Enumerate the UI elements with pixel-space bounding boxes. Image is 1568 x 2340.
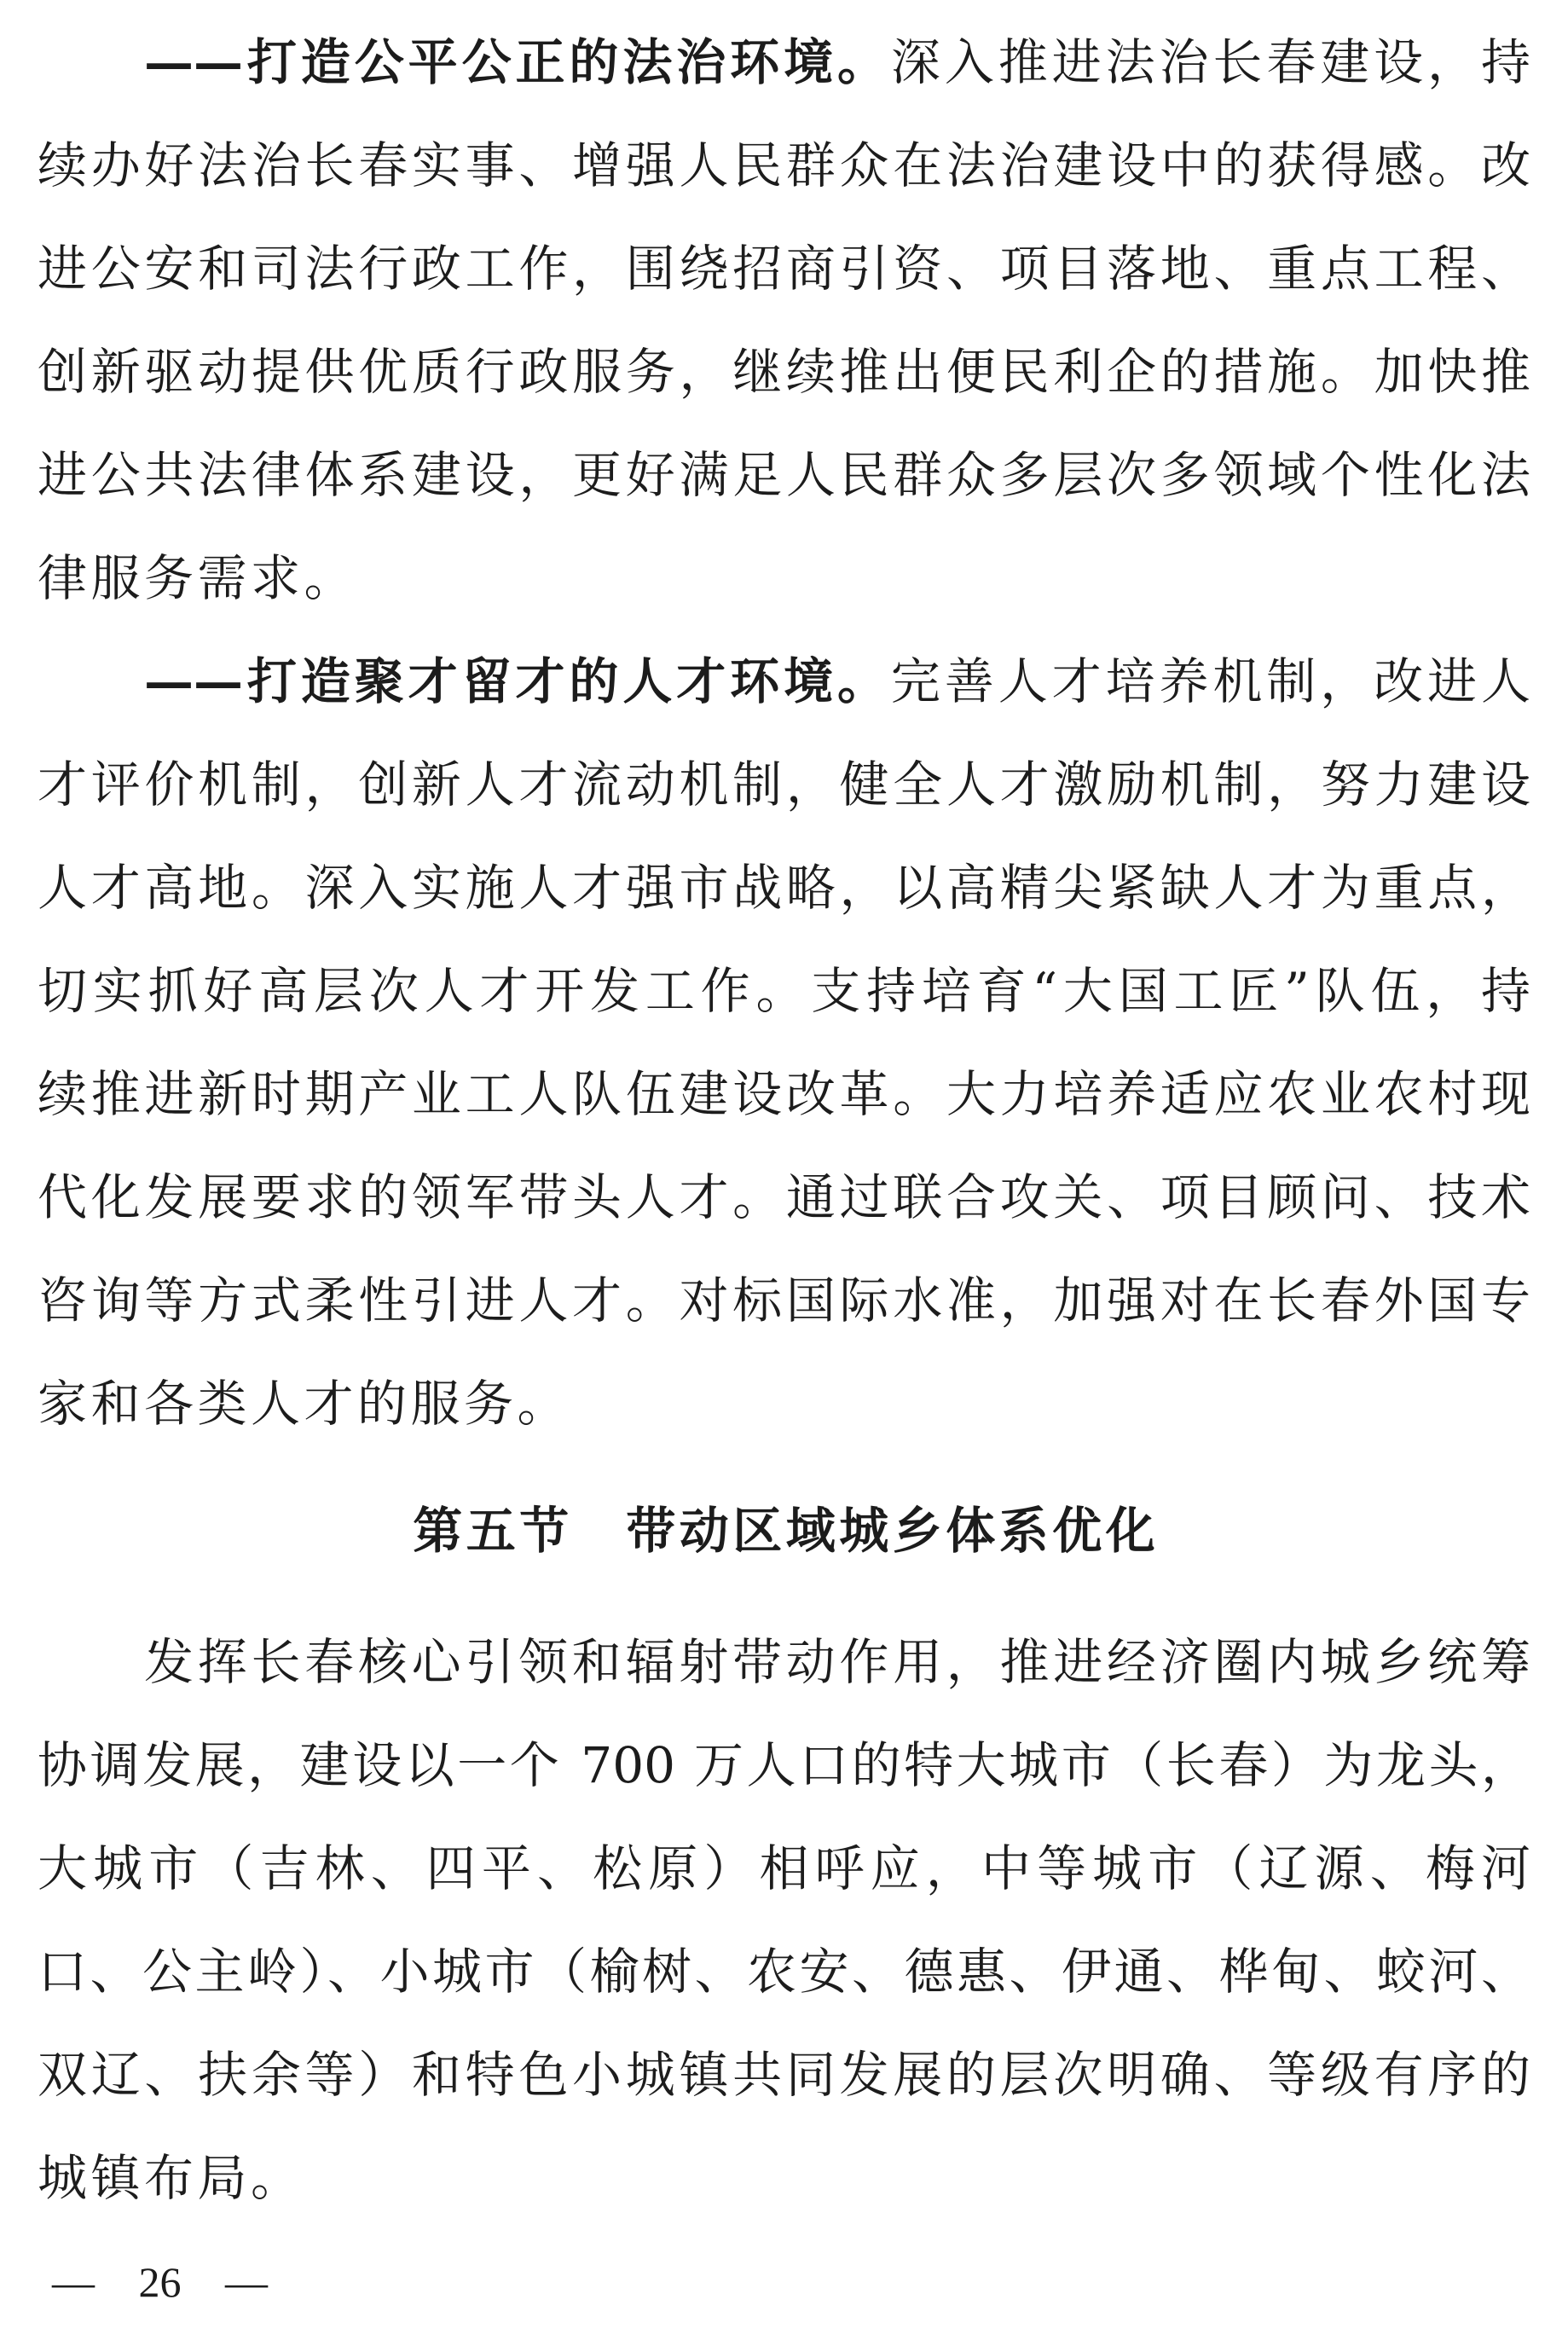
paragraph-line: 续办好法治长春实事、增强人民群众在法治建设中的获得感。改 bbox=[38, 136, 1530, 194]
paragraph-line: 口、公主岭）、小城市（榆树、农安、德惠、伊通、桦甸、蛟河、 bbox=[38, 1942, 1530, 2001]
paragraph-lead-title: ——打造聚才留才的人才环境。 bbox=[144, 652, 891, 710]
paragraph-line: 协调发展，建设以一个 700 万人口的特大城市（长春）为龙头， bbox=[38, 1735, 1530, 1794]
paragraph-last-line: 家和各类人才的服务。 bbox=[38, 1375, 571, 1433]
paragraph-lead-title: ——打造公平公正的法治环境。 bbox=[144, 33, 891, 91]
document-body bbox=[38, 11, 1530, 2230]
paragraph-line: 代化发展要求的领军带头人才。通过联合攻关、项目顾问、技术 bbox=[38, 1168, 1530, 1226]
paragraph-line: 双辽、扶余等）和特色小城镇共同发展的层次明确、等级有序的 bbox=[38, 2045, 1530, 2104]
paragraph-line: 续推进新时期产业工人队伍建设改革。大力培养适应农业农村现 bbox=[38, 1065, 1530, 1123]
section-paragraph bbox=[38, 1611, 1530, 2230]
paragraph-line: 大城市（吉林、四平、松原）相呼应，中等城市（辽源、梅河 bbox=[38, 1839, 1530, 1897]
paragraph-line-text: 完善人才培养机制，改进人 bbox=[890, 652, 1530, 710]
paragraph-first-line: 发挥长春核心引领和辐射带动作用，推进经济圈内城乡统筹 bbox=[144, 1632, 1530, 1691]
paragraph-last-line: 律服务需求。 bbox=[38, 549, 358, 607]
section-heading: 第五节 带动区域城乡体系优化 bbox=[413, 1501, 1160, 1560]
paragraph-line: 创新驱动提供优质行政服务，继续推出便民利企的措施。加快推 bbox=[38, 343, 1530, 401]
paragraph-talent-environment bbox=[38, 630, 1530, 1456]
paragraph-line: 进公共法律体系建设，更好满足人民群众多层次多领域个性化法 bbox=[38, 446, 1530, 504]
paragraph-last-line: 城镇布局。 bbox=[38, 2148, 304, 2207]
paragraph-line: 切实抓好高层次人才开发工作。支持培育“大国工匠”队伍，持 bbox=[38, 962, 1530, 1020]
paragraph-line: 才评价机制，创新人才流动机制，健全人才激励机制，努力建设 bbox=[38, 756, 1530, 814]
paragraph-line-text: 深入推进法治长春建设，持 bbox=[890, 33, 1530, 91]
paragraph-line: 进公安和司法行政工作，围绕招商引资、项目落地、重点工程、 bbox=[38, 240, 1530, 298]
page-number: — 26 — bbox=[52, 2258, 268, 2306]
paragraph-line: 人才高地。深入实施人才强市战略，以高精尖紧缺人才为重点， bbox=[38, 859, 1530, 917]
paragraph-rule-of-law-environment bbox=[38, 11, 1530, 630]
paragraph-first-line bbox=[38, 630, 1530, 733]
paragraph-line: 咨询等方式柔性引进人才。对标国际水准，加强对在长春外国专 bbox=[38, 1271, 1530, 1329]
paragraph-first-line bbox=[38, 11, 1530, 114]
